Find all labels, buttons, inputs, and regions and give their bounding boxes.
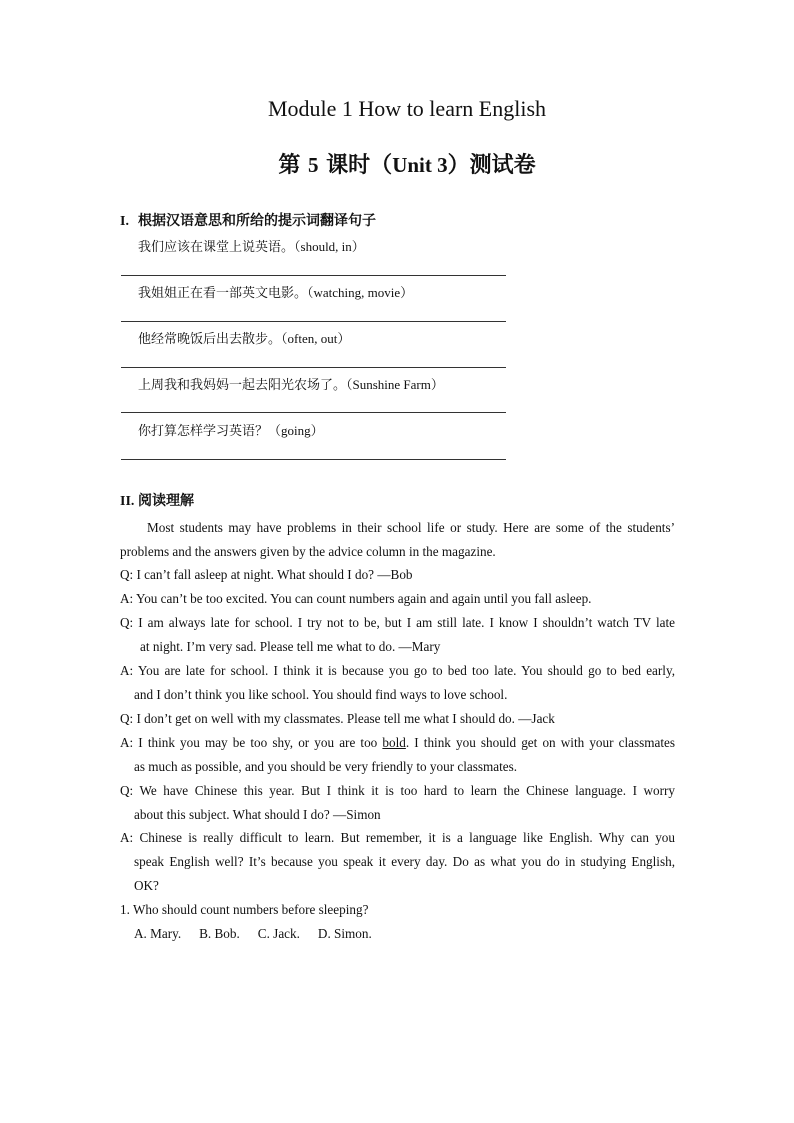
answer-simon-line-3: OK? <box>134 878 159 893</box>
question-bob: Q: I can’t fall asleep at night. What should I do? —Bob <box>120 567 413 582</box>
section-1-number: I. <box>120 214 129 229</box>
answer-simon-line-1: A: Chinese is really difficult to learn. But remember, it is a language like English. Why can you <box>120 830 675 845</box>
prompt-hint: （Sunshine Farm） <box>346 377 444 392</box>
section-1-heading <box>120 210 376 230</box>
answer-jack-line-2: as much as possible, and you should be very friendly to your classmates. <box>134 759 518 774</box>
answer-line-1[interactable] <box>121 275 506 276</box>
question-1-stem: 1. Who should count numbers before sleeping? <box>120 902 369 917</box>
question-simon-line-1: Q: We have Chinese this year. But I think it is too hard to learn the Chinese language. I worry <box>120 783 675 798</box>
section-2-number: II. <box>120 494 135 509</box>
question-simon-line-2: about this subject. What should I do? —Simon <box>134 807 381 822</box>
prompt-chinese: 他经常晚饭后出去散步。 <box>138 332 282 347</box>
prompt-hint: （often, out） <box>281 331 351 346</box>
answer-mary-line-2: and I don’t think you like school. You should find ways to love school. <box>134 687 508 702</box>
question-jack: Q: I don’t get on well with my classmates. Please tell me what I should do. —Jack <box>120 711 555 726</box>
translation-prompt-5 <box>138 420 324 439</box>
option-d[interactable]: D. Simon. <box>317 926 372 941</box>
answer-simon-line-2: speak English well? It’s because you speak it every day. Do as what you do in studying English, <box>134 854 675 869</box>
prompt-chinese: 我们应该在课堂上说英语。 <box>138 240 295 255</box>
option-b[interactable]: B. Bob. <box>199 926 240 941</box>
answer-mary-line-1: A: You are late for school. I think it is because you go to bed too late. You should go to bed early, <box>120 663 675 678</box>
translation-prompt-4 <box>138 374 444 393</box>
subtitle-prefix: 第 <box>278 153 309 178</box>
prompt-chinese: 我姐姐正在看一部英文电影。 <box>138 286 308 301</box>
section-2-heading <box>120 490 194 510</box>
translation-prompt-1 <box>138 236 365 255</box>
option-a[interactable]: A. Mary. <box>134 926 182 941</box>
answer-line-4[interactable] <box>121 412 506 413</box>
answer-line-5[interactable] <box>121 459 506 460</box>
prompt-chinese: 上周我和我妈妈一起去阳光农场了。 <box>138 378 347 393</box>
answer-jack-line-1 <box>120 735 675 751</box>
answer-bob: A: You can’t be too excited. You can count numbers again and again until you fall asleep. <box>120 591 592 606</box>
answer-line-2[interactable] <box>121 321 506 322</box>
answer-line-3[interactable] <box>121 367 506 368</box>
intro-line-1: Most students may have problems in their school life or study. Here are some of the students’ <box>147 520 675 535</box>
prompt-hint: （watching, movie） <box>307 285 414 300</box>
question-1-options <box>134 926 675 942</box>
question-mary-line-1: Q: I am always late for school. I try not to be, but I am still late. I know I shouldn’t watch TV late <box>120 615 675 630</box>
prompt-hint: （going） <box>268 423 324 438</box>
section-2-title: 阅读理解 <box>138 493 194 509</box>
answer-text: A: I think you may be too shy, or you are too <box>120 735 383 750</box>
question-mary-line-2: at night. I’m very sad. Please tell me what to do. —Mary <box>140 639 441 654</box>
translation-prompt-2 <box>138 282 413 301</box>
unit-label: Unit 3 <box>392 153 448 177</box>
prompt-chinese: 你打算怎样学习英语？ <box>138 424 269 439</box>
subtitle-suffix: ）测试卷 <box>447 153 536 178</box>
answer-text: . I think you should get on with your classmates <box>405 735 676 750</box>
underlined-word: bold <box>382 735 406 750</box>
lesson-number: 5 <box>308 153 319 177</box>
intro-line-2: problems and the answers given by the advice column in the magazine. <box>120 544 496 559</box>
page-title: Module 1 How to learn English <box>267 96 547 121</box>
prompt-hint: （should, in） <box>294 239 365 254</box>
section-1-title: 根据汉语意思和所给的提示词翻译句子 <box>138 213 376 229</box>
page-subtitle <box>0 148 794 179</box>
option-c[interactable]: C. Jack. <box>257 926 300 941</box>
subtitle-middle: 课时（ <box>318 153 393 178</box>
translation-prompt-3 <box>138 328 350 347</box>
